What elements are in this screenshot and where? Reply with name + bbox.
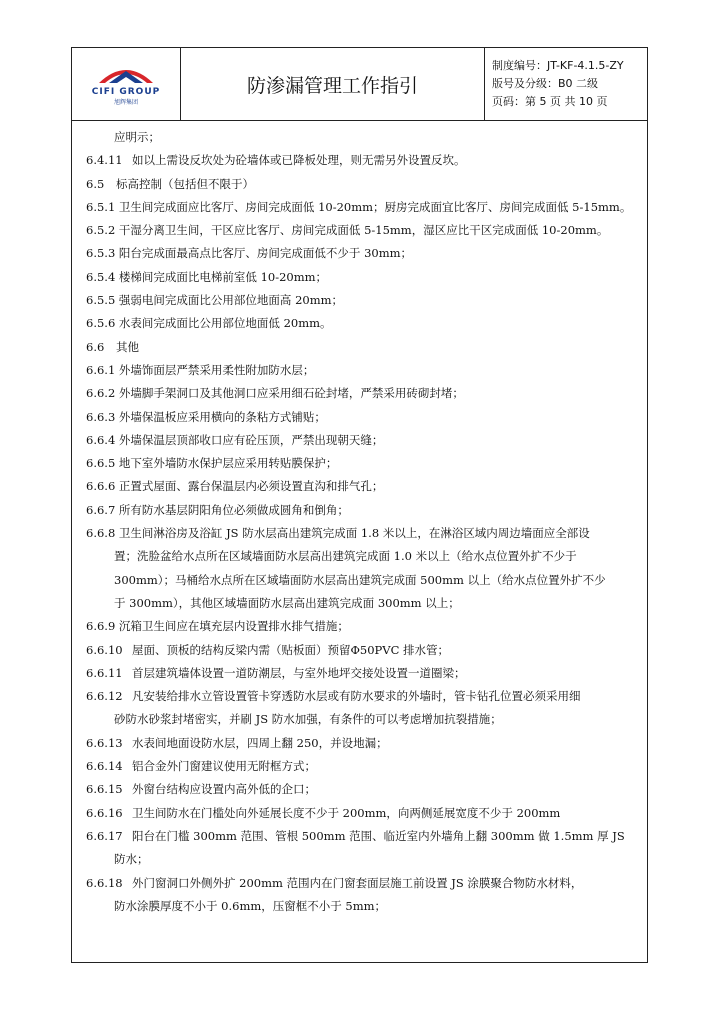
cifi-logo-icon [95,63,157,85]
clause-6-6-12-cont: 砂防水砂浆封堵密实，并刷 JS 防水加强，有条件的可以考虑增加抗裂措施； [114,712,502,727]
clause-6-6-13 [86,732,638,755]
clause-6-6-14 [86,755,638,778]
clause-number: 6.6.10 [86,642,123,657]
section-heading: 标高控制（包括但不限于） [116,176,254,191]
clause-text: 铝合金外门窗建议使用无附框方式； [132,759,316,774]
page-number: 页码：第 5 页 共 10 页 [492,95,608,108]
clause-number: 6.6.14 [86,759,123,774]
clause-6-6-1: 6.6.1 外墙饰面层严禁采用柔性附加防水层； [86,362,315,377]
clause-6-6-7: 6.6.7 所有防水基层阴阳角位必须做成圆角和倒角； [86,502,349,517]
clause-6-4-11 [86,149,638,172]
logo-cell [72,48,181,120]
clause-number: 6.6.11 [86,665,123,680]
section-number: 6.6 [86,339,105,354]
clause-6-5-5: 6.5.5 强弱电间完成面比公用部位地面高 20mm； [86,293,344,308]
clause-6-5-6: 6.5.6 水表间完成面比公用部位地面低 20mm。 [86,316,332,331]
document-body [86,126,638,918]
clause-6-6-8-cont: 置；洗脸盆给水点所在区域墙面防水层高出建筑完成面 1.0 米以上（给水点位置外扩不少于 [114,549,577,564]
section-6-6 [86,336,638,359]
document-code: 制度编号：JT-KF-4.1.5-ZY [492,59,624,72]
clause-6-6-3: 6.6.3 外墙保温板应采用横向的条粘方式铺贴； [86,409,326,424]
document-meta [485,48,647,120]
section-6-5 [86,173,638,196]
clause-6-6-17-cont: 防水； [114,852,149,867]
clause-6-6-9: 6.6.9 沉箱卫生间应在填充层内设置排水排气措施； [86,619,349,634]
clause-text: 水表间地面设防水层，四周上翻 250，并设地漏； [132,735,388,750]
clause-6-6-12 [86,685,638,708]
clause-number: 6.6.15 [86,782,123,797]
clause-6-5-3: 6.5.3 阳台完成面最高点比客厅、房间完成面低不少于 30mm； [86,246,413,261]
clause-text: 屋面、顶板的结构反梁内需（贴板面）预留Φ50PVC 排水管； [132,642,450,657]
document-title: 防渗漏管理工作指引 [181,48,485,120]
clause-text: 如以上需设反坎处为砼墙体或已降板处理，则无需另外设置反坎。 [132,153,466,168]
clause-6-6-8: 6.6.8 卫生间淋浴房及浴缸 JS 防水层高出建筑完成面 1.8 米以上，在淋浴区域内周边墙面应全部设 [86,526,590,541]
document-version: 版号及分级：B0 二级 [492,77,599,90]
clause-text: 外窗台结构应设置内高外低的企口； [132,782,316,797]
clause-text: 外门窗洞口外侧外扩 200mm 范围内在门窗套面层施工前设置 JS 涂膜聚合物防水材料， [132,875,583,890]
clause-number: 6.6.12 [86,689,123,704]
clause-number: 6.6.13 [86,735,123,750]
logo-subtext: 旭辉集团 [113,98,138,106]
section-heading: 其他 [116,339,139,354]
clause-6-6-8-cont: 300mm）；马桶给水点所在区域墙面防水层高出建筑完成面 500mm 以上（给水点位置外扩不少 [114,572,606,587]
section-number: 6.5 [86,176,105,191]
clause-text: 凡安装给排水立管设置管卡穿透防水层或有防水要求的外墙时，管卡钻孔位置必须采用细 [132,689,581,704]
clause-6-6-8-cont: 于 300mm），其他区域墙面防水层高出建筑完成面 300mm 以上； [114,595,460,610]
logo-text: CIFI GROUP [91,86,161,97]
clause-6-6-17 [86,825,638,848]
clause-6-6-16 [86,802,638,825]
clause-6-6-5: 6.6.5 地下室外墙防水保护层应采用转贴膜保护； [86,456,338,471]
clause-number: 6.6.16 [86,805,123,820]
clause-6-5-2: 6.5.2 干湿分离卫生间，干区应比客厅、房间完成面低 5-15mm，湿区应比干区完成面低 10-20mm。 [86,223,609,238]
clause-6-6-11 [86,662,638,685]
clause-6-6-18 [86,872,638,895]
clause-6-6-15 [86,778,638,801]
clause-number: 6.6.18 [86,875,123,890]
clause-6-5-1: 6.5.1 卫生间完成面应比客厅、房间完成面低 10-20mm；厨房完成面宜比客厅、房间完成面低 5-15mm。 [86,199,632,214]
clause-6-6-6: 6.6.6 正置式屋面、露台保温层内必须设置直沟和排气孔； [86,479,384,494]
clause-text: 阳台在门槛 300mm 范围、管根 500mm 范围、临近室内外墙角上翻 300mm 做 1.5mm 厚 JS [132,828,625,843]
clause-6-6-4: 6.6.4 外墙保温层顶部收口应有砼压顶，严禁出现朝天缝； [86,432,384,447]
clause-text: 首层建筑墙体设置一道防潮层，与室外地坪交接处设置一道圈梁； [132,665,466,680]
clause-number: 6.6.17 [86,828,123,843]
clause-text: 卫生间防水在门槛处向外延展长度不少于 200mm，向两侧延展宽度不少于 200mm [132,805,561,820]
paragraph-line: 应明示； [114,130,160,144]
clause-6-6-10 [86,639,638,662]
clause-6-6-18-cont: 防水涂膜厚度不小于 0.6mm，压窗框不小于 5mm； [114,898,387,913]
clause-6-5-4: 6.5.4 楼梯间完成面比电梯前室低 10-20mm； [86,269,328,284]
document-header [71,47,648,121]
clause-6-6-2: 6.6.2 外墙脚手架洞口及其他洞口应采用细石砼封堵，严禁采用砖砌封堵； [86,386,464,401]
clause-number: 6.4.11 [86,153,123,168]
